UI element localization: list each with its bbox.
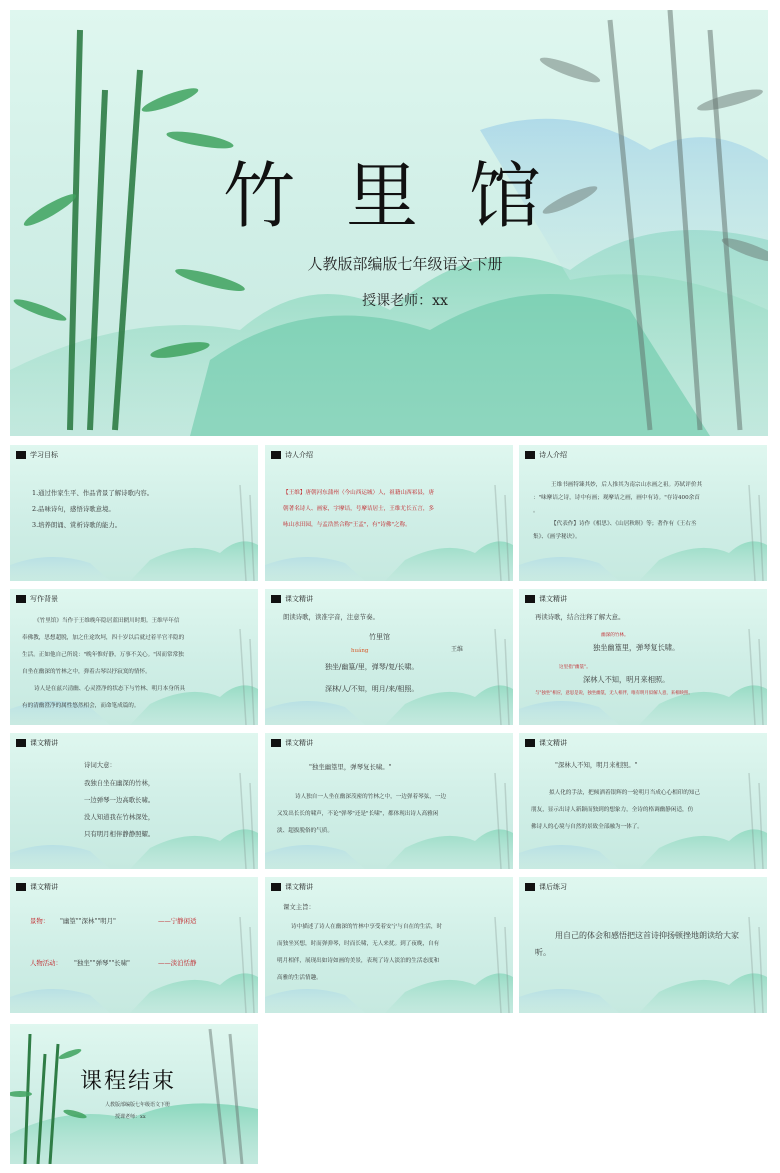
slide-text: 朋友，显示出诗人新颖而独到的想象力，全诗的格调幽静闲适，仿 [531,807,694,813]
slide-header [525,450,567,460]
end-teacher: 授课老师：xx [115,1114,146,1120]
slide-text: 《竹里馆》当作于王维晚年隐居蓝田辋川时期。王维早年信 [34,618,180,624]
slide-header [271,738,313,748]
header-label: 课文精讲 [30,883,58,891]
header-marker [525,739,535,747]
slide-header [271,882,313,892]
slide-text: 咏山水田园，与孟浩然合称"王孟"，有"诗佛"之称。 [283,522,411,528]
slide-text: 朗读诗歌，读准字音，注意节奏。 [283,613,379,621]
header-marker [16,739,26,747]
slide-text: ——宁静闲适 [158,917,197,925]
slide-text: "幽篁""深林""明月" [60,917,116,925]
content-slide [10,589,258,725]
landscape-background [519,589,767,725]
content-slide [10,733,258,869]
content-slide [10,877,258,1013]
content-slide [265,733,513,869]
slide-text: 王维书画特臻其妙，后人推其为南宗山水画之祖。苏轼评价其 [551,482,703,488]
slide-text: 拟人化的手法，把倾洒着银辉的一轮明月当成心心相印的知己 [549,790,701,796]
slide-text: 竹里馆 [369,633,390,641]
slide-text: 自坐在幽深的竹林之中，弹着古琴以抒寂寞的情怀。 [22,669,151,675]
slide-text: 又发出长长的啸声，不论"弹琴"还是"长啸"，都体现出诗人高雅闲 [277,811,439,817]
slide-text: 再读诗歌，结合注释了解大意。 [535,613,625,621]
slide-text: 1.通过作家生平、作品背景了解诗歌内容。 [32,489,154,497]
content-slide [265,877,513,1013]
header-marker [525,451,535,459]
teacher-line: 授课老师：xx [362,293,448,309]
slide-text: 独坐/幽篁/里，弹琴/复/长啸。 [325,663,419,671]
slide-text: 王维 [451,646,464,653]
end-slide [10,1024,258,1164]
slide-text: 诗人独自一人坐在幽深茂密的竹林之中，一边弹着琴弦，一边 [295,794,447,800]
header-marker [271,451,281,459]
slide-text: 有的清幽澄净的属性悠然相会，而命笔成篇的。 [22,703,140,709]
slide-text: 我独自坐在幽深的竹林， [84,779,155,787]
content-slide [519,445,767,581]
header-marker [525,595,535,603]
slide-text: 明月相伴，展现出如诗如画的美景，表现了诗人淡泊的生活态度和 [277,958,440,964]
header-marker [16,595,26,603]
slide-header [16,738,58,748]
slide-text: 3.培养朗诵、赏析诗歌的能力。 [32,521,122,529]
slide-text: "独坐""弹琴""长啸" [74,959,130,967]
slide-text: 课文主旨： [283,903,315,911]
slide-subtitle: 人教版部编版七年级语文下册 [307,255,503,273]
slide-text: 只有明月相伴静静照耀。 [84,830,155,838]
content-slide [265,445,513,581]
landscape-background [265,589,513,725]
slide-text: 深林/人/不知，明月/来/相照。 [325,685,419,693]
content-slide [519,877,767,1013]
slide-text: 听。 [535,948,551,957]
end-title: 课程结束 [80,1069,177,1094]
slide-header [16,594,58,604]
slide-header [525,882,567,892]
header-marker [271,739,281,747]
slide-header [525,594,567,604]
header-label: 诗人介绍 [539,451,567,459]
content-slide [265,589,513,725]
slide-text: 幽深的竹林。 [601,633,629,638]
slide-text: 。 [533,508,539,514]
slide-text: 【王维】唐朝河东蒲州（今山西运城）人，祖籍山西祁县，唐 [283,490,435,496]
slide-text: 高雅的生活情趣。 [277,975,322,981]
slide-text: 佛诗人的心境与自然的景致全部融为一体了。 [531,824,643,830]
header-marker [271,595,281,603]
landscape-background [10,877,258,1013]
header-marker [16,451,26,459]
header-marker [271,883,281,891]
slide-text: 2.品味诗句，感悟诗歌意境。 [32,505,115,513]
slide-text: 诗中描述了诗人在幽深的竹林中享受着安宁与自在的生活，时 [291,924,443,930]
header-label: 课文精讲 [30,739,58,747]
slide-text: 诗人是在兹兴清幽、心灵澄净的状态下与竹林、明月本身所具 [34,686,186,692]
slide-text: 诗词大意： [84,761,116,769]
slide-text: 独坐幽篁里，弹琴复长啸。 [593,643,680,652]
slide-text: 与"独坐"相应，意思是说，独坐幽篁，无人相伴，唯有明月似解人意，来相映照。 [535,691,693,696]
slide-text: 深林人不知，明月来相照。 [583,675,670,684]
landscape-background [519,733,767,869]
header-label: 课文精讲 [539,595,567,603]
slide-text: 没人知道我在竹林深处， [84,813,155,821]
content-slide [519,589,767,725]
header-label: 课后练习 [539,883,567,891]
header-marker [525,883,535,891]
slide-text: "深林人不知，明月来相照。" [555,761,638,769]
header-label: 写作背景 [30,595,58,603]
slide-header [271,594,313,604]
slide-text: 而独坐冥想，时而弹弹琴，时而长啸，无人来扰。到了夜晚，自有 [277,941,440,947]
slide-text: ："味摩诘之诗，诗中有画；观摩诘之画，画中有诗。"存诗400余首 [533,495,700,501]
slide-text: 朝著名诗人、画家，字摩诘，号摩诘居士，王维尤长五言，多 [283,506,435,512]
header-label: 课文精讲 [285,739,313,747]
slide-header [271,450,313,460]
slide-text: 人物活动： [30,959,62,967]
content-slide [519,733,767,869]
header-label: 学习目标 [30,451,58,459]
slide-text: 奉佛教，思想超脱，加之仕途坎坷，四十岁以后就过着半官半隐的 [22,635,185,641]
slide-text: 【代表作】诗作《相思》、《山居秋暝》等；著作有《王右丞 [551,521,697,527]
slide-text: 生活。正如他自己所说："晚年惟好静，万事不关心。"因而常常独 [22,652,184,658]
slide-text: 这里指"幽篁"。 [559,665,591,670]
header-label: 课文精讲 [285,883,313,891]
content-slide [10,445,258,581]
landscape-background [519,445,767,581]
slide-text: huáng [351,648,369,654]
slide-header [16,882,58,892]
end-subtitle: 人教版部编版七年级语文下册 [105,1102,171,1108]
slide-header [525,738,567,748]
header-label: 课文精讲 [539,739,567,747]
landscape-background [519,877,767,1013]
slide-text: ——淡泊恬静 [158,959,197,967]
slide-text: 集》、《画学秘诀》。 [533,534,581,540]
header-label: 诗人介绍 [285,451,313,459]
slide-header [16,450,58,460]
slide-text: 用自己的体会和感悟把这首诗抑扬顿挫地朗读给大家 [555,931,739,940]
slide-title: 竹 里 馆 [223,154,555,238]
slide-text: 淡、超拔脱俗的气质。 [277,828,333,834]
slide-text: 一边弹琴一边高歌长啸。 [84,796,155,804]
slide-text: "独坐幽篁里，弹琴复长啸。" [309,763,392,771]
title-slide [10,10,768,436]
header-label: 课文精讲 [285,595,313,603]
header-marker [16,883,26,891]
slide-text: 景物： [30,917,50,925]
